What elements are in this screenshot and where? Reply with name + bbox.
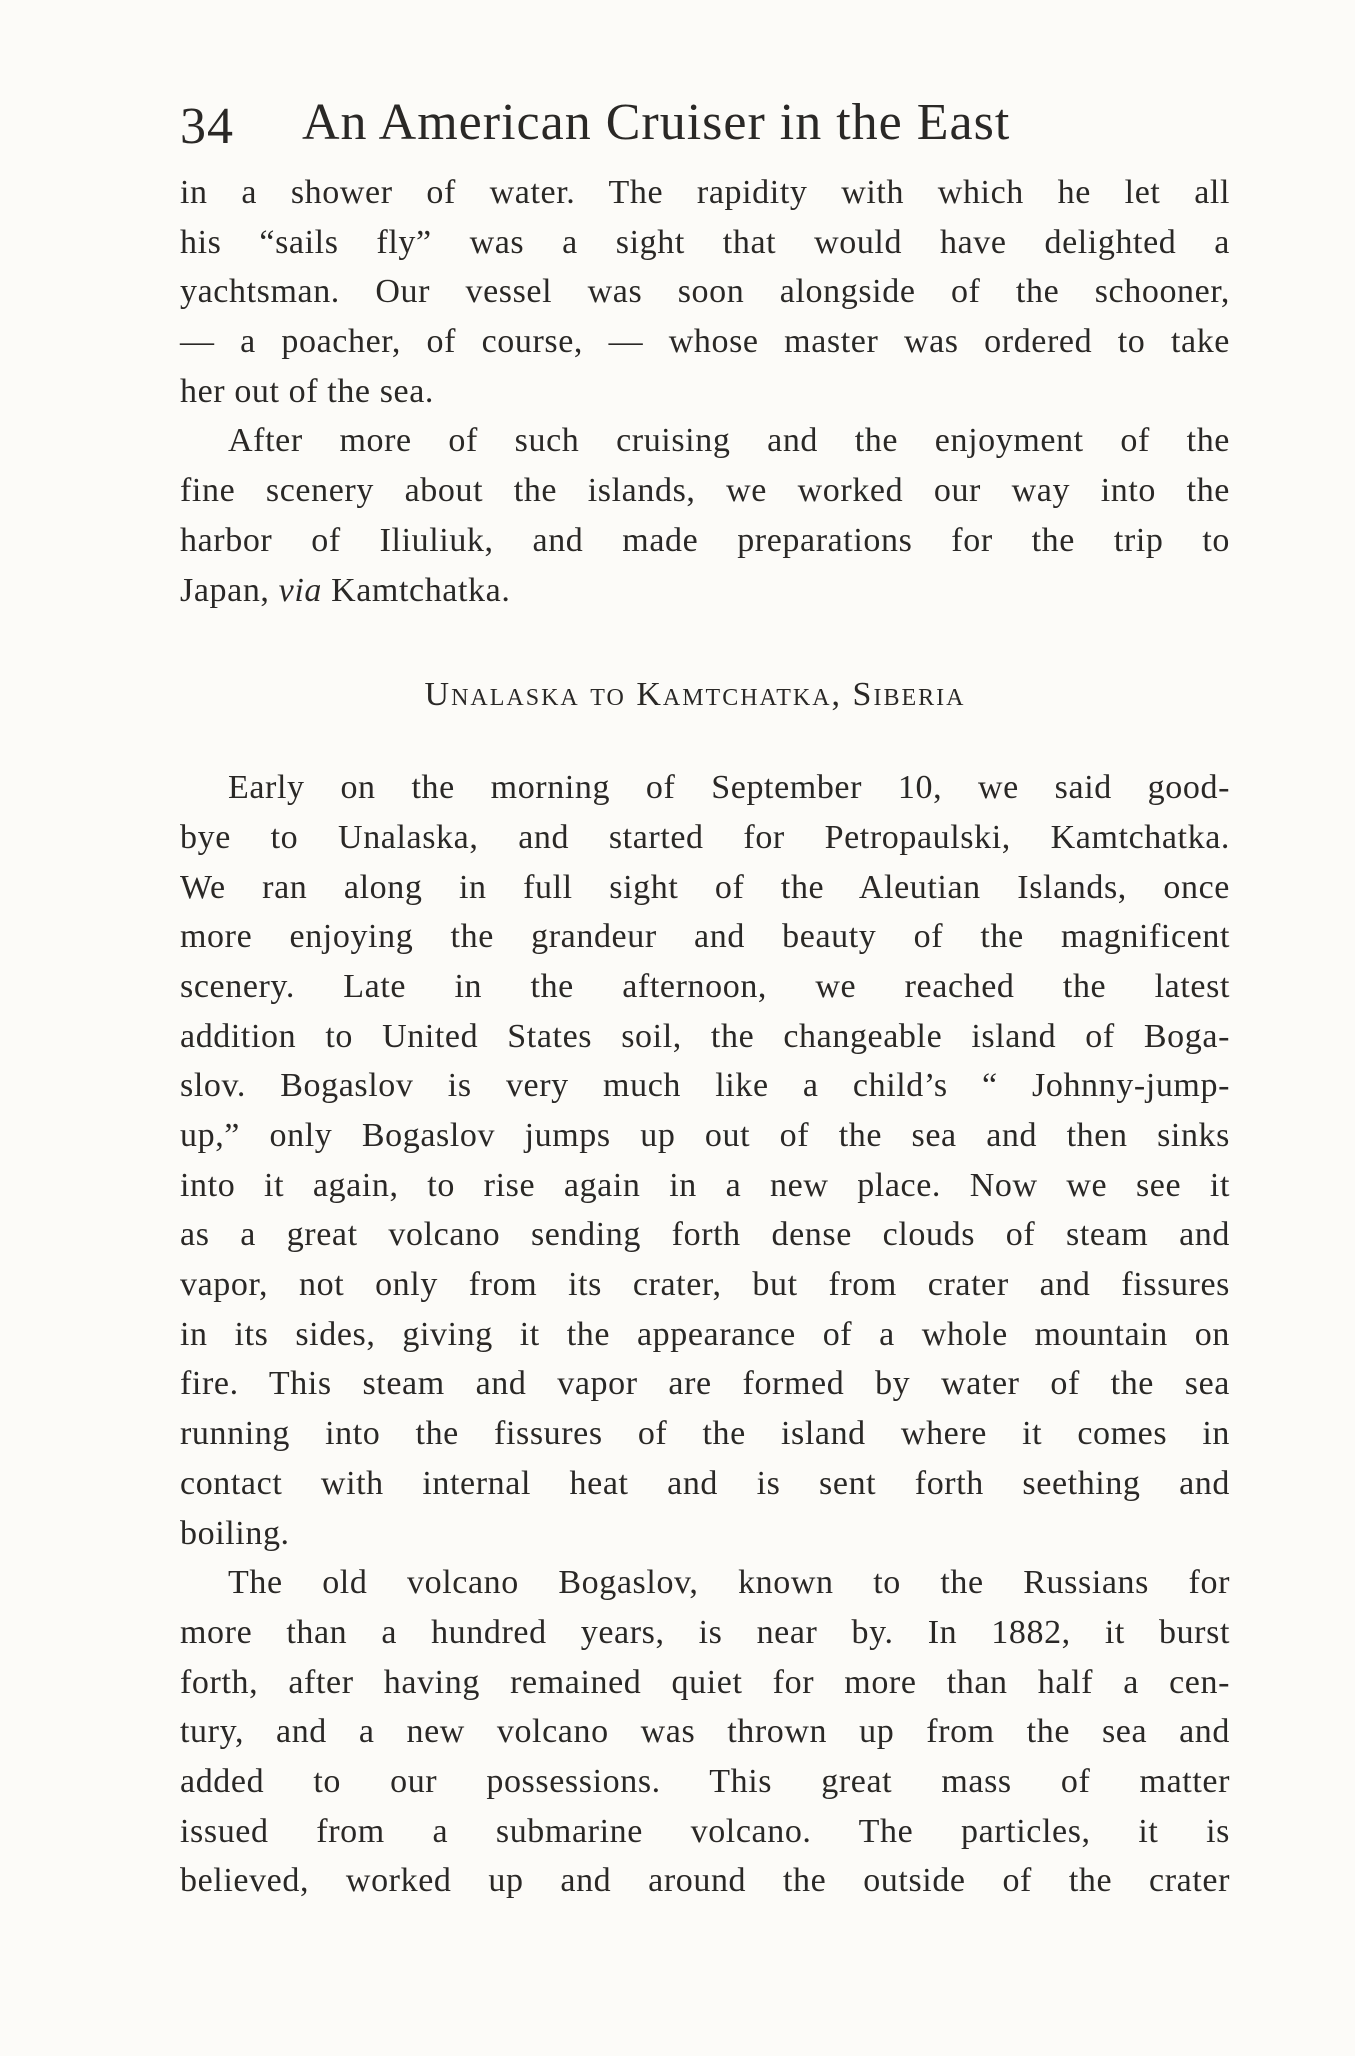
text-line: fire. This steam and vapor are formed by water of the sea <box>180 1365 1230 1403</box>
text-line: slov. Bogaslov is very much like a child’s “ Johnny-jump- <box>180 1067 1230 1105</box>
text-line: up,” only Bogaslov jumps up out of the sea and then sinks <box>180 1117 1230 1154</box>
text-line: scenery. Late in the afternoon, we reached the latest <box>180 967 1230 1005</box>
text-line: Early on the morning of September 10, we said good- <box>228 769 1230 807</box>
text-line: — a poacher, of course, — whose master was ordered to take <box>180 323 1230 361</box>
text-line: into it again, to rise again in a new place. Now we see it <box>180 1166 1230 1204</box>
paragraph-4 <box>180 1558 1230 1906</box>
text-line: boiling. <box>180 1514 290 1552</box>
text-line: added to our possessions. This great mass of matter <box>180 1762 1230 1800</box>
text-line: fine scenery about the islands, we worked our way into the <box>180 472 1230 510</box>
text-line: addition to United States soil, the changeable island of Boga- <box>180 1017 1230 1055</box>
text-line: forth, after having remained quiet for more than half a cen- <box>180 1663 1230 1701</box>
text-line: contact with internal heat and is sent forth seething and <box>180 1464 1230 1502</box>
text-line: believed, worked up and around the outside of the crater <box>180 1862 1230 1900</box>
text-line: tury, and a new volcano was thrown up from the sea and <box>180 1713 1230 1751</box>
paragraph-3 <box>180 763 1230 1558</box>
running-title: An American Cruiser in the East <box>302 94 1011 151</box>
text-line: her out of the sea. <box>180 372 435 410</box>
running-head <box>180 78 1230 168</box>
text-segment: Japan, <box>180 571 279 609</box>
page-number: 34 <box>180 98 234 155</box>
text-line: in a shower of water. The rapidity with which he let all <box>180 174 1230 211</box>
paragraph-2 <box>180 416 1230 615</box>
book-page <box>180 78 1230 1906</box>
text-line: more than a hundred years, is near by. In 1882, it burst <box>180 1613 1230 1651</box>
text-line: more enjoying the grandeur and beauty of the magnificent <box>180 918 1230 956</box>
text-line: The old volcano Bogaslov, known to the Russians for <box>228 1564 1230 1602</box>
text-line: vapor, not only from its crater, but from crater and fissures <box>180 1266 1230 1304</box>
text-line: After more of such cruising and the enjoyment of the <box>228 422 1230 460</box>
text-line: in its sides, giving it the appearance of a whole mountain on <box>180 1315 1230 1353</box>
text-line: as a great volcano sending forth dense clouds of steam and <box>180 1216 1230 1254</box>
text-line: running into the fissures of the island where it comes in <box>180 1415 1230 1453</box>
text-line: We ran along in full sight of the Aleutian Islands, once <box>180 868 1230 906</box>
italic-text: via <box>278 571 322 609</box>
text-line: bye to Unalaska, and started for Petropaulski, Kamtchatka. <box>180 818 1230 856</box>
text-segment: Kamtchatka. <box>321 571 511 609</box>
text-line: yachtsman. Our vessel was soon alongside of the schooner, <box>180 273 1230 311</box>
section-heading: Unalaska to Kamtchatka, Siberia <box>424 676 966 714</box>
text-line: harbor of Iliuliuk, and made preparations for the trip to <box>180 521 1230 559</box>
text-line: issued from a submarine volcano. The particles, it is <box>180 1812 1230 1850</box>
paragraph-1 <box>180 168 1230 416</box>
text-line: his “sails fly” was a sight that would have delighted a <box>180 223 1230 261</box>
text-line <box>180 566 1230 616</box>
